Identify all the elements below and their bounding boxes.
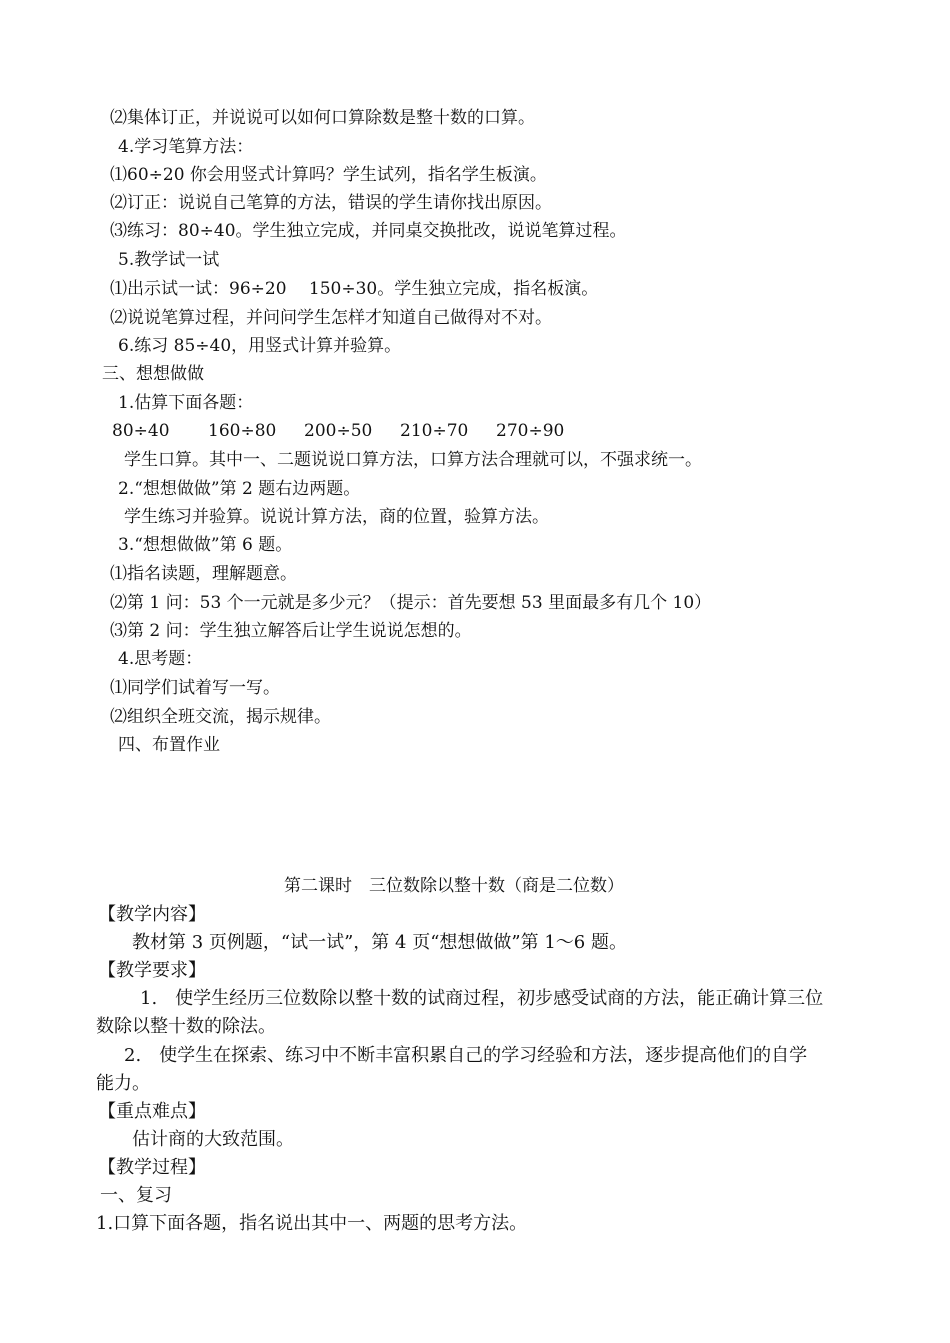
text-line: ⑵说说笔算过程，并问问学生怎样才知道自己做得对不对。 (110, 308, 552, 328)
section-heading: 四、布置作业 (118, 735, 220, 755)
text-line: 2.“想想做做”第 2 题右边两题。 (118, 479, 361, 499)
text-line: 1. 使学生经历三位数除以整十数的试商过程，初步感受试商的方法，能正确计算三位 (140, 988, 824, 1009)
text-line: 1.口算下面各题，指名说出其中一、两题的思考方法。 (96, 1213, 528, 1234)
section-heading: 【教学过程】 (98, 1157, 206, 1178)
text-line: 一、复习 (100, 1185, 172, 1206)
text-line: 2. 使学生在探索、练习中不断丰富积累自己的学习经验和方法，逐步提高他们的自学 (124, 1045, 808, 1066)
text-line: ⑴指名读题，理解题意。 (110, 564, 297, 584)
text-line: 数除以整十数的除法。 (96, 1016, 276, 1037)
calc-row (112, 421, 592, 441)
text-line: 5.教学试一试 (118, 250, 220, 270)
text-line: 3.“想想做做”第 6 题。 (118, 535, 293, 555)
section-heading: 【教学要求】 (98, 960, 206, 981)
text-line: ⑶第 2 问：学生独立解答后让学生说说怎想的。 (110, 621, 472, 641)
calc-item: 270÷90 (496, 421, 565, 441)
section-heading: 【教学内容】 (98, 904, 206, 925)
text-line: ⑴出示试一试：96÷20 150÷30。学生独立完成，指名板演。 (110, 279, 599, 299)
text-line: 教材第 3 页例题，“试一试”，第 4 页“想想做做”第 1～6 题。 (132, 932, 627, 953)
text-line: 学生练习并验算。说说计算方法，商的位置，验算方法。 (124, 507, 549, 527)
text-line: 1.估算下面各题： (118, 393, 254, 413)
text-line: ⑵组织全班交流，揭示规律。 (110, 707, 331, 727)
calc-item: 200÷50 (304, 421, 373, 441)
text-line: 4.思考题： (118, 649, 203, 669)
section-heading: 三、想想做做 (102, 364, 204, 384)
text-line: ⑵第 1 问：53 个一元就是多少元？（提示：首先要想 53 里面最多有几个 10） (110, 593, 712, 613)
text-line: ⑶练习：80÷40。学生独立完成，并同桌交换批改，说说笔算过程。 (110, 221, 627, 241)
text-line: ⑴60÷20 你会用竖式计算吗？学生试列，指名学生板演。 (110, 165, 547, 185)
text-line: 6.练习 85÷40，用竖式计算并验算。 (118, 336, 402, 356)
calc-item: 210÷70 (400, 421, 469, 441)
text-line: ⑵集体订正，并说说可以如何口算除数是整十数的口算。 (110, 108, 535, 128)
section-heading: 【重点难点】 (98, 1101, 206, 1122)
text-line: ⑴同学们试着写一写。 (110, 678, 280, 698)
text-line: 能力。 (96, 1073, 150, 1094)
text-line: 估计商的大致范围。 (132, 1129, 294, 1150)
lesson-title: 第二课时 三位数除以整十数（商是二位数） (284, 876, 624, 896)
text-line: 学生口算。其中一、二题说说口算方法，口算方法合理就可以，不强求统一。 (124, 450, 702, 470)
calc-item: 160÷80 (208, 421, 277, 441)
text-line: ⑵订正：说说自己笔算的方法，错误的学生请你找出原因。 (110, 193, 552, 213)
text-line: 4.学习笔算方法： (118, 137, 254, 157)
calc-item: 80÷40 (112, 421, 170, 441)
